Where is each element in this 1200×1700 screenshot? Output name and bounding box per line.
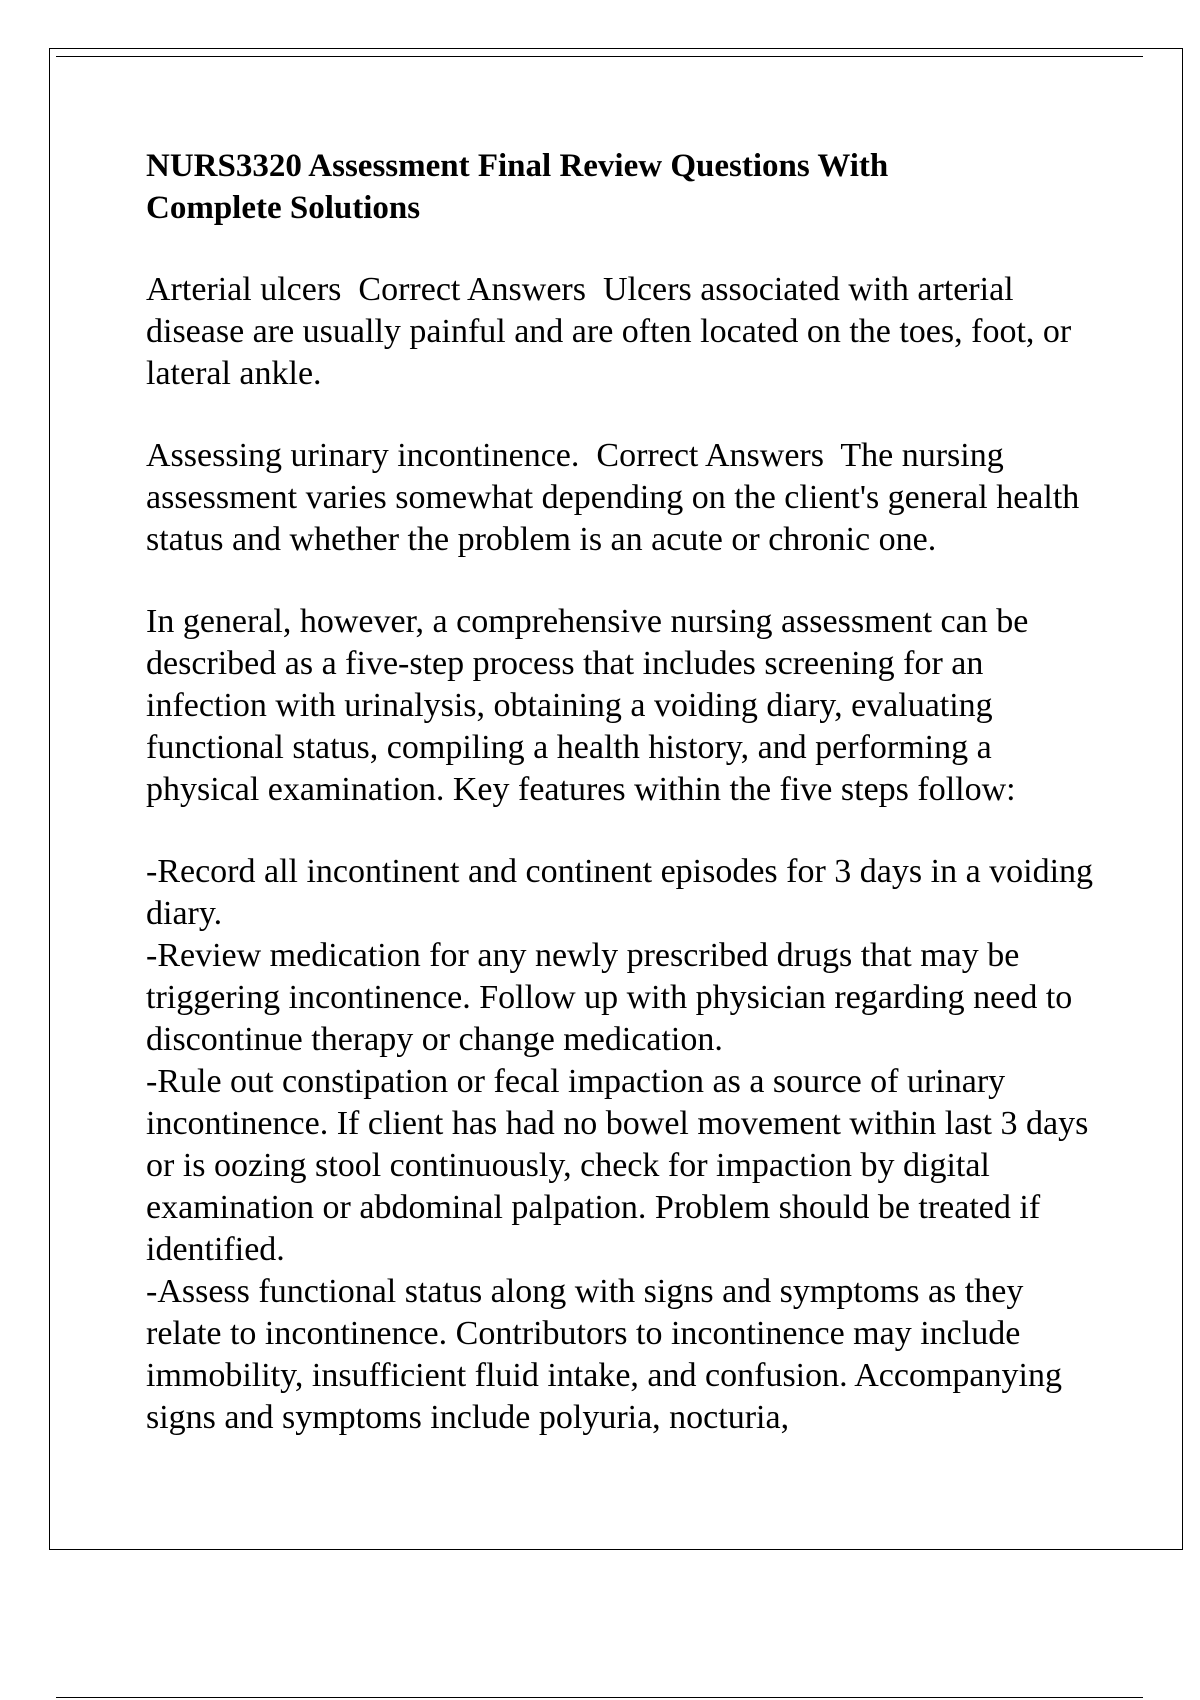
list-item-review-medication: -Review medication for any newly prescribed drugs that may be triggering incontinence. Follow up with physician regarding need to discontinue therapy or change medication. (146, 937, 1081, 1058)
document-body (146, 145, 1106, 1439)
paragraph-assessing-incontinence: Assessing urinary incontinence. Correct Answers The nursing assessment varies somewhat depending on the client's general health status and whether the problem is an acute or chronic one. (146, 437, 1088, 558)
bottom-rule (56, 1697, 1143, 1698)
paragraph-arterial-ulcers: Arterial ulcers Correct Answers Ulcers associated with arterial disease are usually painful and are often located on the toes, foot, or lateral ankle. (146, 271, 1080, 392)
list-item-voiding-diary: -Record all incontinent and continent episodes for 3 days in a voiding diary. (146, 853, 1102, 932)
document-title: NURS3320 Assessment Final Review Questions With Complete Solutions (146, 148, 889, 226)
list-item-assess-functional-status: -Assess functional status along with signs and symptoms as they relate to incontinence. Contributors to incontinence may include immobility, insufficient fluid intake, and confusion. Accompanying signs and symptoms include polyuria, nocturia, (146, 1273, 1071, 1436)
key-features-list (146, 851, 1106, 1439)
paragraph-five-step-process: In general, however, a comprehensive nursing assessment can be described as a five-step process that includes screening for an infection with urinalysis, obtaining a voiding diary, evaluating functional status, compiling a health history, and performing a physical examination. Key features within the five steps follow: (146, 603, 1037, 808)
list-item-rule-out-constipation: -Rule out constipation or fecal impaction as a source of urinary incontinence. If client has had no bowel movement within last 3 days or is oozing stool continuously, check for impaction by digital examination or abdominal palpation. Problem should be treated if identified. (146, 1063, 1097, 1268)
